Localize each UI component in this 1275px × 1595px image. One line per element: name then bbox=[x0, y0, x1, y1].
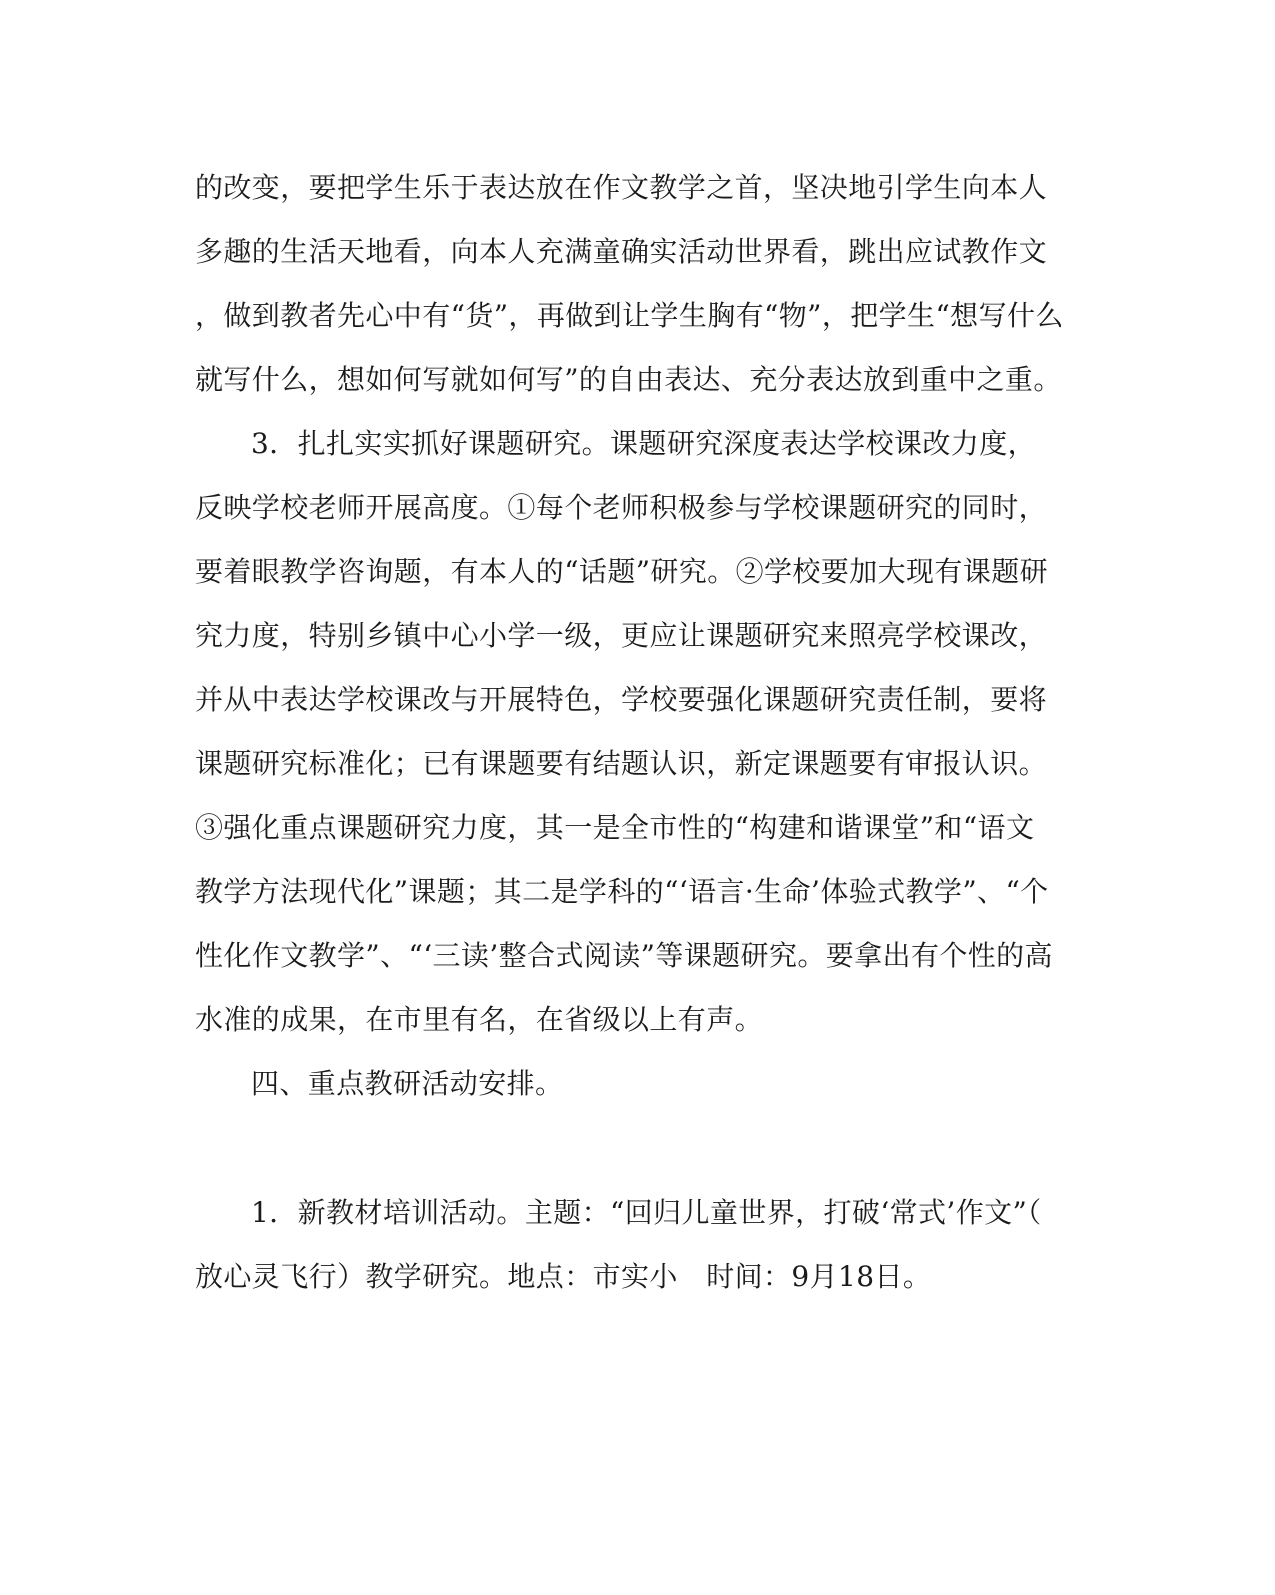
paragraph-line: 水准的成果，在市里有名，在省级以上有声。 bbox=[195, 1003, 764, 1036]
paragraph-line: ，做到教者先心中有“货”，再做到让学生胸有“物”，把学生“想写什么 bbox=[195, 299, 1064, 332]
paragraph-line: 要着眼教学咨询题，有本人的“话题”研究。②学校要加大现有课题研 bbox=[195, 555, 1049, 588]
paragraph-line: 性化作文教学”、“‘三读’整合式阅读”等课题研究。要拿出有个性的高 bbox=[195, 939, 1053, 972]
paragraph-line: 教学方法现代化”课题；其二是学科的“‘语言·生命’体验式教学”、“个 bbox=[195, 875, 1049, 908]
paragraph-line: 的改变，要把学生乐于表达放在作文教学之首，坚决地引学生向本人 bbox=[195, 171, 1048, 204]
paragraph-line: 放心灵飞行）教学研究。地点：市实小 时间：9月18日。 bbox=[195, 1260, 932, 1293]
paragraph-line: 反映学校老师开展高度。①每个老师积极参与学校课题研究的同时， bbox=[195, 491, 1048, 524]
paragraph-line: 就写什么，想如何写就如何写”的自由表达、充分表达放到重中之重。 bbox=[195, 363, 1062, 396]
paragraph-line: 课题研究标准化；已有课题要有结题认识，新定课题要有审报认识。 bbox=[195, 747, 1048, 780]
paragraph-line: 1．新教材培训活动。主题：“回归儿童世界，打破‘常式’作文”（ bbox=[251, 1196, 1042, 1229]
paragraph-line: ③强化重点课题研究力度，其一是全市性的“构建和谐课堂”和“语文 bbox=[195, 811, 1035, 844]
paragraph-line: 究力度，特别乡镇中心小学一级，更应让课题研究来照亮学校课改， bbox=[195, 619, 1048, 652]
section-heading: 四、重点教研活动安排。 bbox=[251, 1067, 564, 1100]
paragraph-line: 并从中表达学校课改与开展特色，学校要强化课题研究责任制，要将 bbox=[195, 683, 1048, 716]
paragraph-line: 3．扎扎实实抓好课题研究。课题研究深度表达学校课改力度， bbox=[251, 427, 1037, 460]
paragraph-line: 多趣的生活天地看，向本人充满童确实活动世界看，跳出应试教作文 bbox=[195, 235, 1048, 268]
